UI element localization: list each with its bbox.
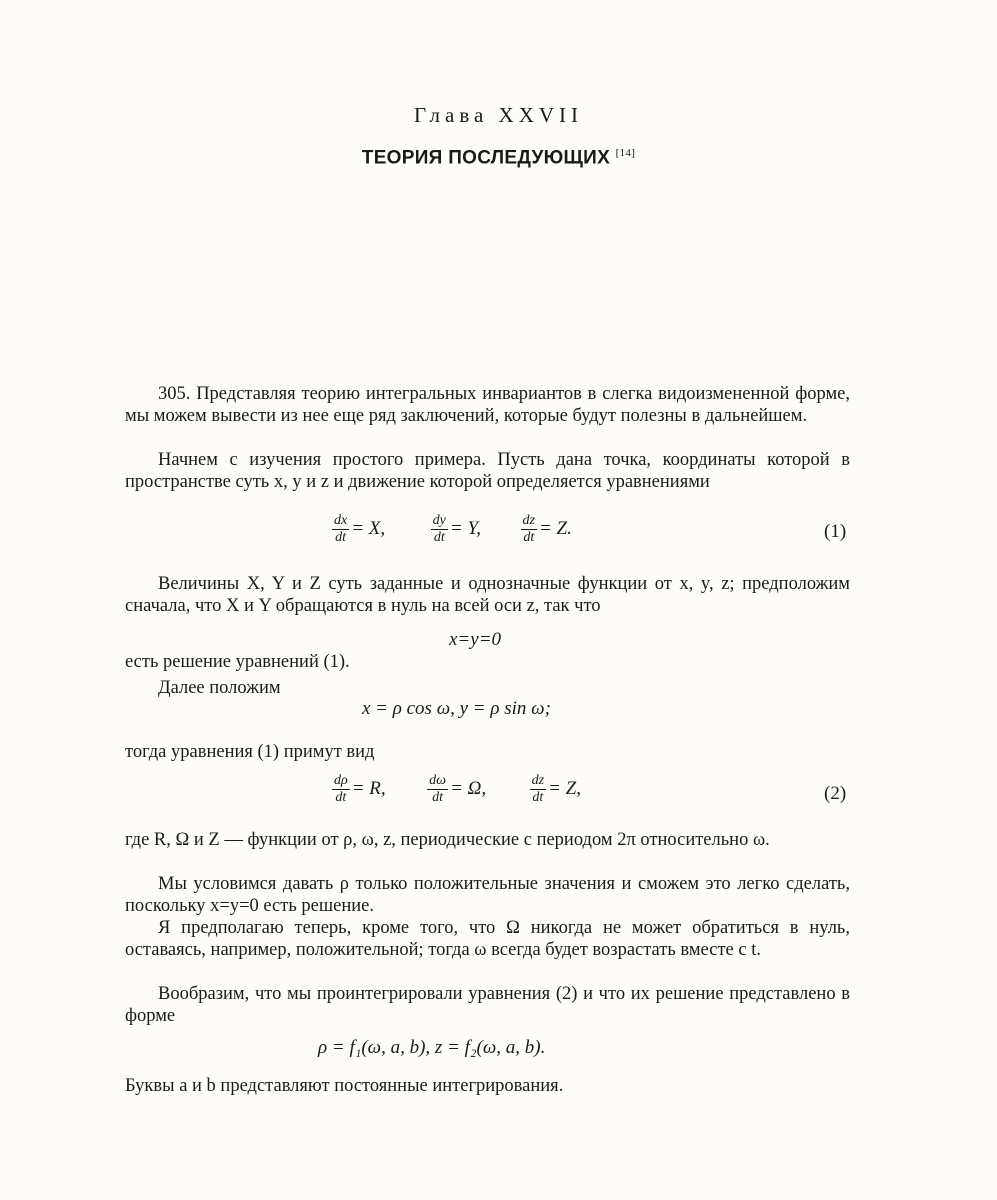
paragraph-305: 305. Представляя теорию интегральных инвариантов в слегка видоизмененной форме, мы можем вывести из нее еще ряд заключений, которые будут полезны в дальнейшем. — [125, 384, 850, 426]
chapter-label: Глава XXVII — [413, 103, 584, 127]
paragraph-set: Далее положим — [158, 678, 281, 698]
paragraph-integrated: Вообразим, что мы проинтегрировали уравнения (2) и что их решение представлено в форме — [125, 984, 850, 1026]
paragraph-example: Начнем с изучения простого примера. Пусть дана точка, координаты которой в пространстве суть x, y и z и движение которой определяется уравнениями — [125, 450, 850, 492]
equation-zero: x=y=0 — [449, 629, 502, 650]
equation-number-1: (1) — [824, 521, 847, 542]
equation-2: $\frac{d\rho}{dt}$ = R, $\frac{d\omega}{dt}$ = Ω, $\frac{dz}{dt}$ = Z, — [334, 773, 581, 805]
paragraph-solution: есть решение уравнений (1). — [125, 652, 350, 672]
paragraph-assume: Я предполагаю теперь, кроме того, что Ω никогда не может обратиться в нуль, оставаясь, например, положительной; тогда ω всегда будет возрастать вместе с t. — [125, 918, 850, 960]
fraction-dz-dt-2: $\frac{dz}{dt}$ — [531, 773, 545, 805]
fraction-dx-dt: $\frac{dx}{dt}$ — [334, 513, 348, 545]
fraction-drho-dt: $\frac{d\rho}{dt}$ — [334, 773, 348, 805]
paragraph-positive: Мы условимся давать ρ только положительные значения и сможем это легко сделать, поскольку x=y=0 есть решение. — [125, 874, 850, 916]
chapter-title — [0, 147, 997, 169]
chapter-title-text: ТЕОРИЯ ПОСЛЕДУЮЩИХ — [361, 147, 611, 169]
equation-1: $\frac{dx}{dt}$ = X, $\frac{dy}{dt}$ = Y, $\frac{dz}{dt}$ = Z. — [334, 513, 572, 545]
paragraph-then: тогда уравнения (1) примут вид — [125, 742, 375, 762]
paragraph-functions: Величины X, Y и Z суть заданные и однозначные функции от x, y, z; предположим сначала, что X и Y обращаются в нуль на всей оси z, так что — [125, 574, 850, 616]
fraction-dz-dt: $\frac{dz}{dt}$ — [522, 513, 535, 545]
fraction-dy-dt: $\frac{dy}{dt}$ — [432, 513, 446, 545]
paragraph-constants: Буквы a и b представляют постоянные интегрирования. — [125, 1076, 564, 1096]
equation-solution: ρ = f₁(ω, a, b), z = f₂(ω, a, b). — [318, 1037, 546, 1058]
equation-number-2: (2) — [824, 783, 847, 804]
equation-polar: x = ρ cos ω, y = ρ sin ω; — [362, 698, 551, 719]
chapter-reference: [14] — [615, 147, 636, 159]
paragraph-where: где R, Ω и Z — функции от ρ, ω, z, периодические с периодом 2π относительно ω. — [125, 830, 770, 850]
fraction-domega-dt: $\frac{d\omega}{dt}$ — [429, 773, 447, 805]
